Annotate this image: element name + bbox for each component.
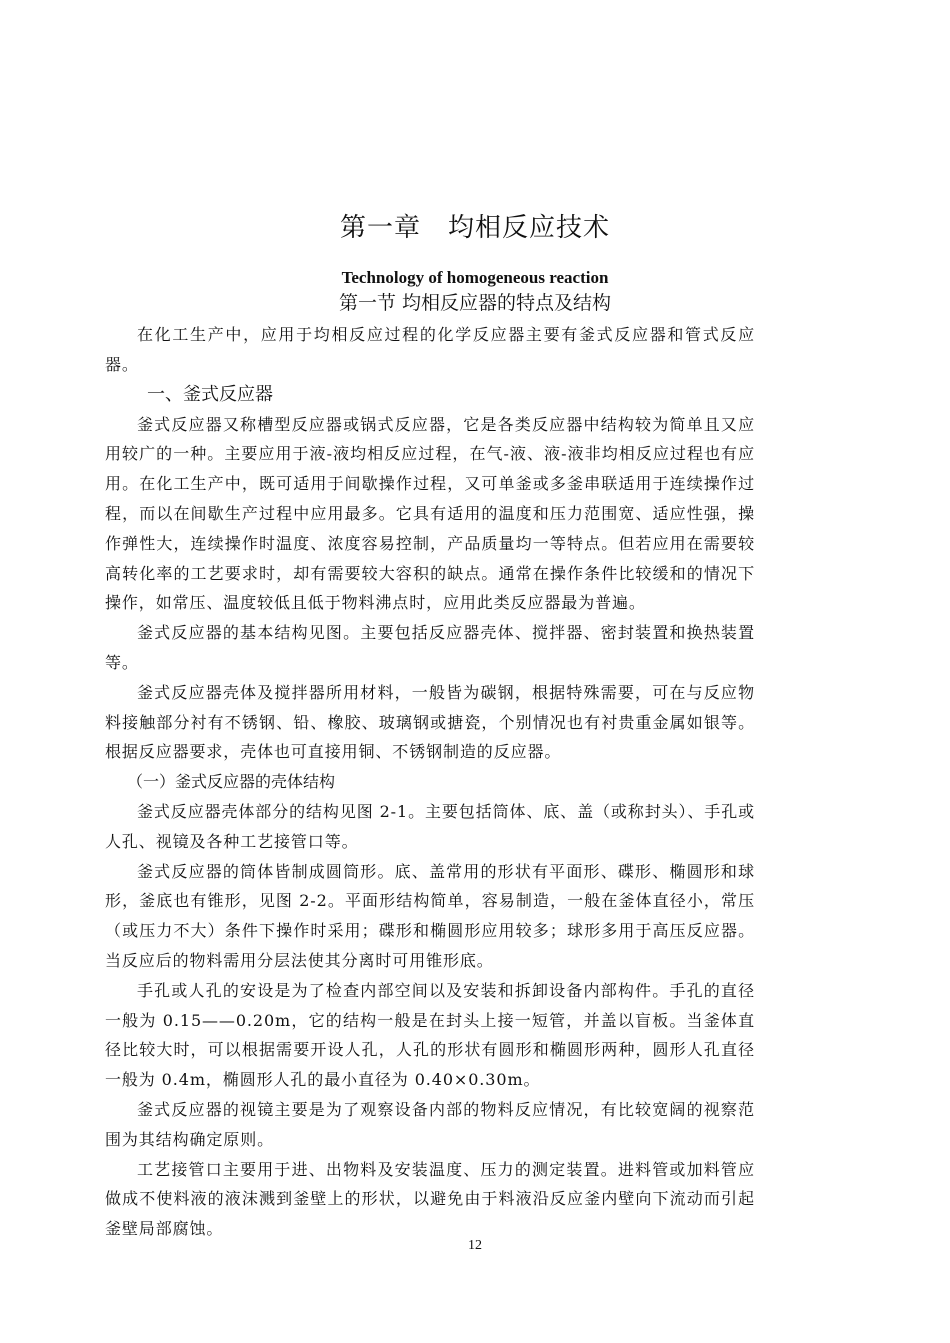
section-title: 第一节 均相反应器的特点及结构 xyxy=(338,292,612,314)
paragraph-nozzles: 工艺接管口主要用于进、出物料及安装温度、压力的测定装置。进料管或加料管应做成不使料液的液沫溅到釜壁上的形状，以避免由于料液沿反应釜内壁向下流动而引起釜壁局部腐蚀。 xyxy=(105,1159,755,1239)
paragraph-kettle-overview: 釜式反应器又称槽型反应器或锅式反应器，它是各类反应器中结构较为简单且又应用较广的一种。主要应用于液-液均相反应过程，在气-液、液-液非均相反应过程也有应用。在化工生产中，既可适用于间歇操作过程，又可单釜或多釜串联适用于连续操作过程，而以在间歇生产过程中应用最多。它具有适用的温度和压力范围宽、适应性强，操作弹性大，连续操作时温度、浓度容易控制，产品质量均一等特点。但若应用在需要较高转化率的工艺要求时，却有需要较大容积的缺点。通常在操作条件比较缓和的情况下操作，如常压、温度较低且低于物料沸点时，应用此类反应器最为普遍。 xyxy=(105,414,755,613)
paragraph-sight-glass: 釜式反应器的视镜主要是为了观察设备内部的物料反应情况，有比较宽阔的视察范围为其结构确定原则。 xyxy=(105,1099,755,1149)
paragraph-manhole: 手孔或人孔的安设是为了检查内部空间以及安装和拆卸设备内部构件。手孔的直径一般为 0.15——0.20m，它的结构一般是在封头上接一短管，并盖以盲板。当釜体直径比较大时，可以根据需要开设人孔，人孔的形状有圆形和椭圆形两种，圆形人孔直径一般为 0.4m，椭圆形人孔的最小直径为 0.40×0.30m。 xyxy=(105,980,755,1090)
heading-kettle-reactor: 一、釜式反应器 xyxy=(147,383,273,405)
body-text xyxy=(105,320,755,1244)
page-number: 12 xyxy=(468,1238,482,1253)
paragraph-shell-shapes: 釜式反应器的筒体皆制成圆筒形。底、盖常用的形状有平面形、碟形、椭圆形和球形，釜底也有锥形，见图 2-2。平面形结构简单，容易制造，一般在釜体直径小，常压（或压力不大）条件下操作时采用；碟形和椭圆形应用较多；球形多用于高压反应器。当反应后的物料需用分层法使其分离时可用锥形底。 xyxy=(105,861,755,970)
paragraph-intro: 在化工生产中，应用于均相反应过程的化学反应器主要有釜式反应器和管式反应器。 xyxy=(105,325,755,374)
english-subtitle: Technology of homogeneous reaction xyxy=(341,268,609,287)
chapter-title: 第一章 均相反应技术 xyxy=(339,213,610,243)
paragraph-shell-parts: 釜式反应器壳体部分的结构见图 2-1。主要包括筒体、底、盖（或称封头）、手孔或人孔、视镜及各种工艺接管口等。 xyxy=(105,801,755,851)
paragraph-materials: 釜式反应器壳体及搅拌器所用材料，一般皆为碳钢，根据特殊需要，可在与反应物料接触部分衬有不锈钢、铅、橡胶、玻璃钢或搪瓷，个别情况也有衬贵重金属如银等。根据反应器要求，壳体也可直接用铜、不锈钢制造的反应器。 xyxy=(105,682,755,762)
heading-shell-structure: （一）釜式反应器的壳体结构 xyxy=(127,772,336,792)
paragraph-basic-structure: 釜式反应器的基本结构见图。主要包括反应器壳体、搅拌器、密封装置和换热装置等。 xyxy=(105,623,755,672)
